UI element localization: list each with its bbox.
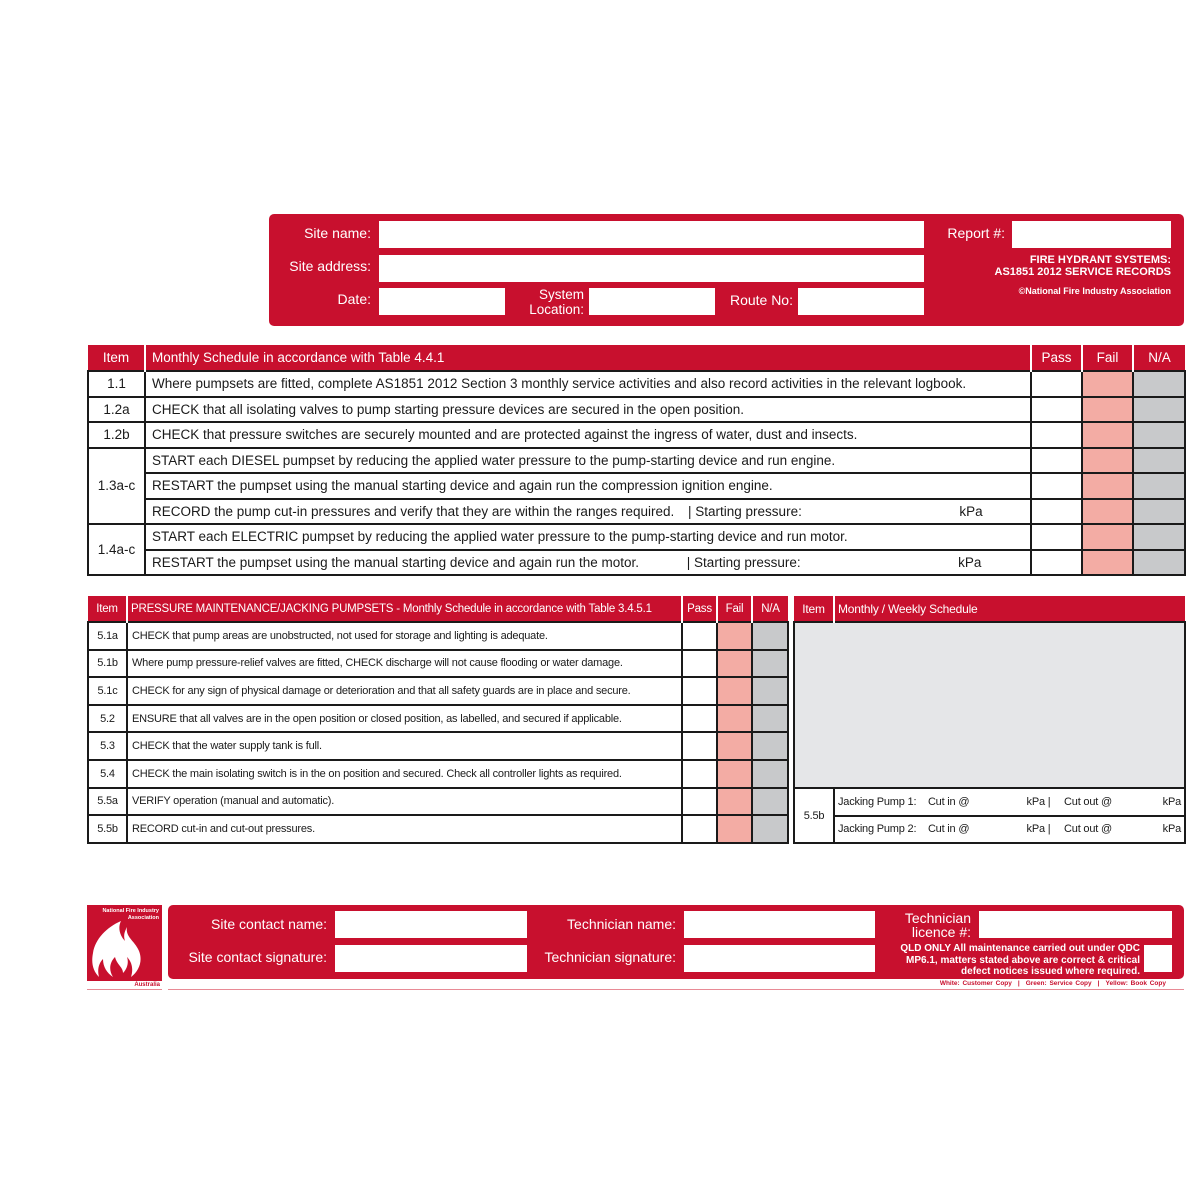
header-item: Item — [88, 596, 127, 622]
site-contact-signature-field[interactable] — [335, 945, 527, 972]
schedule-notes-row — [794, 622, 1185, 788]
footer-divider — [168, 989, 1184, 990]
item-number: 1.2b — [88, 422, 145, 448]
cut-in-unit: kPa | — [1026, 795, 1051, 808]
pass-checkbox[interactable] — [1031, 524, 1082, 550]
table-row — [88, 448, 1185, 474]
table-header-row — [88, 345, 1185, 371]
pass-checkbox[interactable] — [682, 760, 717, 788]
na-checkbox[interactable] — [1133, 422, 1185, 448]
form-title-line-1: FIRE HYDRANT SYSTEMS: — [1029, 254, 1171, 266]
form-title-line-2: AS1851 2012 SERVICE RECORDS — [994, 266, 1171, 278]
item-number: 1.1 — [88, 371, 145, 397]
item-description: CHECK the main isolating switch is in the on position and secured. Check all controller lights as required. — [127, 760, 682, 788]
table-row — [88, 815, 788, 843]
item-description — [145, 550, 1031, 576]
fail-checkbox[interactable] — [1082, 422, 1133, 448]
fail-checkbox[interactable] — [717, 677, 752, 705]
na-checkbox[interactable] — [752, 760, 788, 788]
header-pass: Pass — [682, 596, 717, 622]
table-row — [88, 705, 788, 733]
pass-checkbox[interactable] — [682, 732, 717, 760]
monthly-schedule-table — [87, 345, 1186, 576]
fail-checkbox[interactable] — [717, 622, 752, 650]
table-header-row — [794, 596, 1185, 622]
flame-icon — [87, 919, 147, 981]
fail-checkbox[interactable] — [1082, 550, 1133, 576]
table-row — [88, 422, 1185, 448]
copyright-text: ©National Fire Industry Association — [1018, 286, 1171, 296]
cut-in-label: Cut in @ — [927, 795, 970, 808]
pressure-unit: kPa — [959, 503, 983, 519]
header-na: N/A — [752, 596, 788, 622]
pass-checkbox[interactable] — [682, 677, 717, 705]
qld-declaration-checkbox[interactable] — [1144, 945, 1172, 972]
qld-text-line-3: defect notices issued where required. — [961, 966, 1140, 977]
starting-pressure-label: | Starting pressure: — [686, 554, 801, 570]
item-description: CHECK that the water supply tank is full. — [127, 732, 682, 760]
site-address-field[interactable] — [379, 255, 924, 282]
footer-panel — [168, 905, 1184, 979]
item-description: Where pump pressure-relief valves are fitted, CHECK discharge will not cause flooding or water damage. — [127, 650, 682, 678]
copy-distribution: White: Customer Copy | Green: Service Copy | Yellow: Book Copy — [939, 980, 1166, 987]
fail-checkbox[interactable] — [717, 705, 752, 733]
table-row — [88, 550, 1185, 576]
monthly-weekly-schedule-table — [793, 596, 1186, 844]
jacking-pumpsets-table — [87, 596, 789, 844]
na-checkbox[interactable] — [752, 705, 788, 733]
item-description: RECORD cut-in and cut-out pressures. — [127, 815, 682, 843]
fail-checkbox[interactable] — [1082, 448, 1133, 474]
site-name-field[interactable] — [379, 221, 924, 248]
table-row — [88, 524, 1185, 550]
item-description: START each ELECTRIC pumpset by reducing the applied water pressure to the pump-starting device and run motor. — [145, 524, 1031, 550]
fail-checkbox[interactable] — [1082, 524, 1133, 550]
nfia-logo — [87, 905, 162, 981]
route-no-field[interactable] — [798, 288, 924, 315]
cut-in-unit: kPa | — [1026, 823, 1051, 836]
jacking-pump-2-row — [834, 816, 1185, 844]
system-location-label-line-2: Location: — [529, 302, 584, 317]
header-schedule: Monthly / Weekly Schedule — [834, 596, 1185, 622]
site-contact-name-label: Site contact name: — [211, 916, 327, 932]
item-description-text: RESTART the pumpset using the manual starting device and again run the motor. — [152, 554, 640, 570]
pass-checkbox[interactable] — [682, 815, 717, 843]
table-row — [88, 499, 1185, 525]
table-row — [794, 816, 1185, 844]
item-number: 5.5a — [88, 788, 127, 816]
table-row — [88, 732, 788, 760]
na-checkbox[interactable] — [752, 732, 788, 760]
na-checkbox[interactable] — [752, 650, 788, 678]
fail-checkbox[interactable] — [1082, 499, 1133, 525]
fail-checkbox[interactable] — [717, 760, 752, 788]
copy-white: White: Customer Copy — [939, 980, 1012, 987]
item-description: CHECK for any sign of physical damage or deterioration and that all safety guards are in place and secure. — [127, 677, 682, 705]
technician-licence-field[interactable] — [979, 911, 1172, 938]
system-location-label-line-1: System — [538, 287, 584, 302]
item-description: VERIFY operation (manual and automatic). — [127, 788, 682, 816]
fail-checkbox[interactable] — [717, 650, 752, 678]
system-location-field[interactable] — [589, 288, 715, 315]
item-description: CHECK that pressure switches are securely mounted and are protected against the ingress of water, dust and insects. — [145, 422, 1031, 448]
date-field[interactable] — [379, 288, 505, 315]
table-row — [88, 788, 788, 816]
technician-name-field[interactable] — [684, 911, 875, 938]
technician-name-label: Technician name: — [567, 916, 676, 932]
na-checkbox[interactable] — [1133, 448, 1185, 474]
pass-checkbox[interactable] — [1031, 473, 1082, 499]
item-description: ENSURE that all valves are in the open position or closed position, as labelled, and secured if applicable. — [127, 705, 682, 733]
header-schedule: Monthly Schedule in accordance with Table 4.4.1 — [145, 345, 1031, 371]
item-description: Where pumpsets are fitted, complete AS1851 2012 Section 3 monthly service activities and also record activities in the relevant logbook. — [145, 371, 1031, 397]
pass-checkbox[interactable] — [682, 788, 717, 816]
item-number: 5.5b — [794, 788, 834, 843]
item-number: 5.3 — [88, 732, 127, 760]
site-address-label: Site address: — [289, 258, 371, 274]
pass-checkbox[interactable] — [1031, 499, 1082, 525]
item-number: 5.4 — [88, 760, 127, 788]
system-location-label — [509, 287, 584, 317]
pass-checkbox[interactable] — [682, 705, 717, 733]
item-number: 5.5b — [88, 815, 127, 843]
table-row — [88, 650, 788, 678]
pass-checkbox[interactable] — [682, 622, 717, 650]
header-schedule: PRESSURE MAINTENANCE/JACKING PUMPSETS - Monthly Schedule in accordance with Table 3.4.5.1 — [127, 596, 682, 622]
cut-out-label: Cut out @ — [1064, 795, 1112, 808]
item-number: 5.1b — [88, 650, 127, 678]
logo-text-line-2: Association — [127, 915, 159, 921]
header-fail: Fail — [717, 596, 752, 622]
qld-declaration-text — [890, 943, 1140, 978]
na-checkbox[interactable] — [752, 622, 788, 650]
pressure-unit: kPa — [958, 554, 982, 570]
header-pass: Pass — [1031, 345, 1082, 371]
item-number: 1.3a-c — [88, 448, 145, 525]
table-row — [88, 622, 788, 650]
technician-licence-label — [880, 911, 971, 939]
item-description: RESTART the pumpset using the manual starting device and again run the compression ignition engine. — [145, 473, 1031, 499]
table-row — [88, 397, 1185, 423]
technician-signature-label: Technician signature: — [544, 949, 676, 965]
technician-licence-label-line-1: Technician — [904, 910, 971, 926]
qld-text-line-2: MP6.1, matters stated above are correct & critical — [906, 954, 1140, 966]
header-item: Item — [88, 345, 145, 371]
table-row — [794, 788, 1185, 816]
header-panel — [269, 214, 1184, 326]
na-checkbox[interactable] — [752, 677, 788, 705]
na-checkbox[interactable] — [1133, 499, 1185, 525]
na-checkbox[interactable] — [1133, 473, 1185, 499]
fail-checkbox[interactable] — [717, 815, 752, 843]
na-checkbox[interactable] — [752, 815, 788, 843]
table-header-row — [88, 596, 788, 622]
site-name-label: Site name: — [304, 225, 371, 241]
form-title — [995, 254, 1172, 278]
table-row — [88, 371, 1185, 397]
item-description — [145, 499, 1031, 525]
copy-yellow: Yellow: Book Copy — [1105, 980, 1166, 987]
logo-divider — [87, 989, 162, 990]
starting-pressure-label: | Starting pressure: — [688, 503, 802, 519]
na-checkbox[interactable] — [1133, 524, 1185, 550]
pass-checkbox[interactable] — [1031, 371, 1082, 397]
site-contact-name-field[interactable] — [335, 911, 527, 938]
item-description: START each DIESEL pumpset by reducing the applied water pressure to the pump-starting device and run engine. — [145, 448, 1031, 474]
item-description: CHECK that pump areas are unobstructed, not used for storage and lighting is adequate. — [127, 622, 682, 650]
technician-signature-field[interactable] — [684, 945, 875, 972]
fail-checkbox[interactable] — [717, 788, 752, 816]
item-number: 1.2a — [88, 397, 145, 423]
fail-checkbox[interactable] — [1082, 397, 1133, 423]
na-checkbox[interactable] — [752, 788, 788, 816]
copy-green: Green: Service Copy — [1025, 980, 1092, 987]
na-checkbox[interactable] — [1133, 397, 1185, 423]
pass-checkbox[interactable] — [682, 650, 717, 678]
item-description: CHECK that all isolating valves to pump starting pressure devices are secured in the open position. — [145, 397, 1031, 423]
fail-checkbox[interactable] — [1082, 473, 1133, 499]
item-number: 1.4a-c — [88, 524, 145, 575]
item-number: 5.1c — [88, 677, 127, 705]
table-row — [88, 760, 788, 788]
header-fail: Fail — [1082, 345, 1133, 371]
date-label: Date: — [337, 291, 371, 307]
header-item: Item — [794, 596, 834, 622]
item-number: 5.1a — [88, 622, 127, 650]
site-contact-signature-label: Site contact signature: — [188, 949, 327, 965]
cut-in-label: Cut in @ — [927, 823, 970, 836]
logo-text-line-1: National Fire Industry — [102, 908, 159, 914]
cut-out-label: Cut out @ — [1064, 823, 1112, 836]
na-checkbox[interactable] — [1133, 371, 1185, 397]
pass-checkbox[interactable] — [1031, 448, 1082, 474]
logo-country: Australia — [134, 982, 160, 988]
pass-checkbox[interactable] — [1031, 550, 1082, 576]
table-row — [88, 473, 1185, 499]
jacking-pump-label: Jacking Pump 2: — [838, 823, 917, 836]
fail-checkbox[interactable] — [1082, 371, 1133, 397]
technician-licence-label-line-2: licence #: — [911, 924, 971, 940]
pass-checkbox[interactable] — [1031, 397, 1082, 423]
report-number-label: Report #: — [947, 225, 1005, 241]
item-number: 5.2 — [88, 705, 127, 733]
pass-checkbox[interactable] — [1031, 422, 1082, 448]
cut-out-unit: kPa — [1162, 795, 1181, 808]
header-na: N/A — [1133, 345, 1185, 371]
table-row — [88, 677, 788, 705]
jacking-pump-label: Jacking Pump 1: — [838, 795, 917, 808]
fail-checkbox[interactable] — [717, 732, 752, 760]
jacking-pump-1-row — [834, 788, 1185, 816]
qld-text-line-1: QLD ONLY All maintenance carried out under QDC — [900, 943, 1140, 954]
schedule-notes-area[interactable] — [794, 622, 1185, 788]
route-no-label: Route No: — [729, 292, 793, 308]
cut-out-unit: kPa — [1162, 823, 1181, 836]
na-checkbox[interactable] — [1133, 550, 1185, 576]
report-number-field[interactable] — [1012, 221, 1171, 248]
item-description-text: RECORD the pump cut-in pressures and verify that they are within the ranges required. — [152, 503, 675, 519]
